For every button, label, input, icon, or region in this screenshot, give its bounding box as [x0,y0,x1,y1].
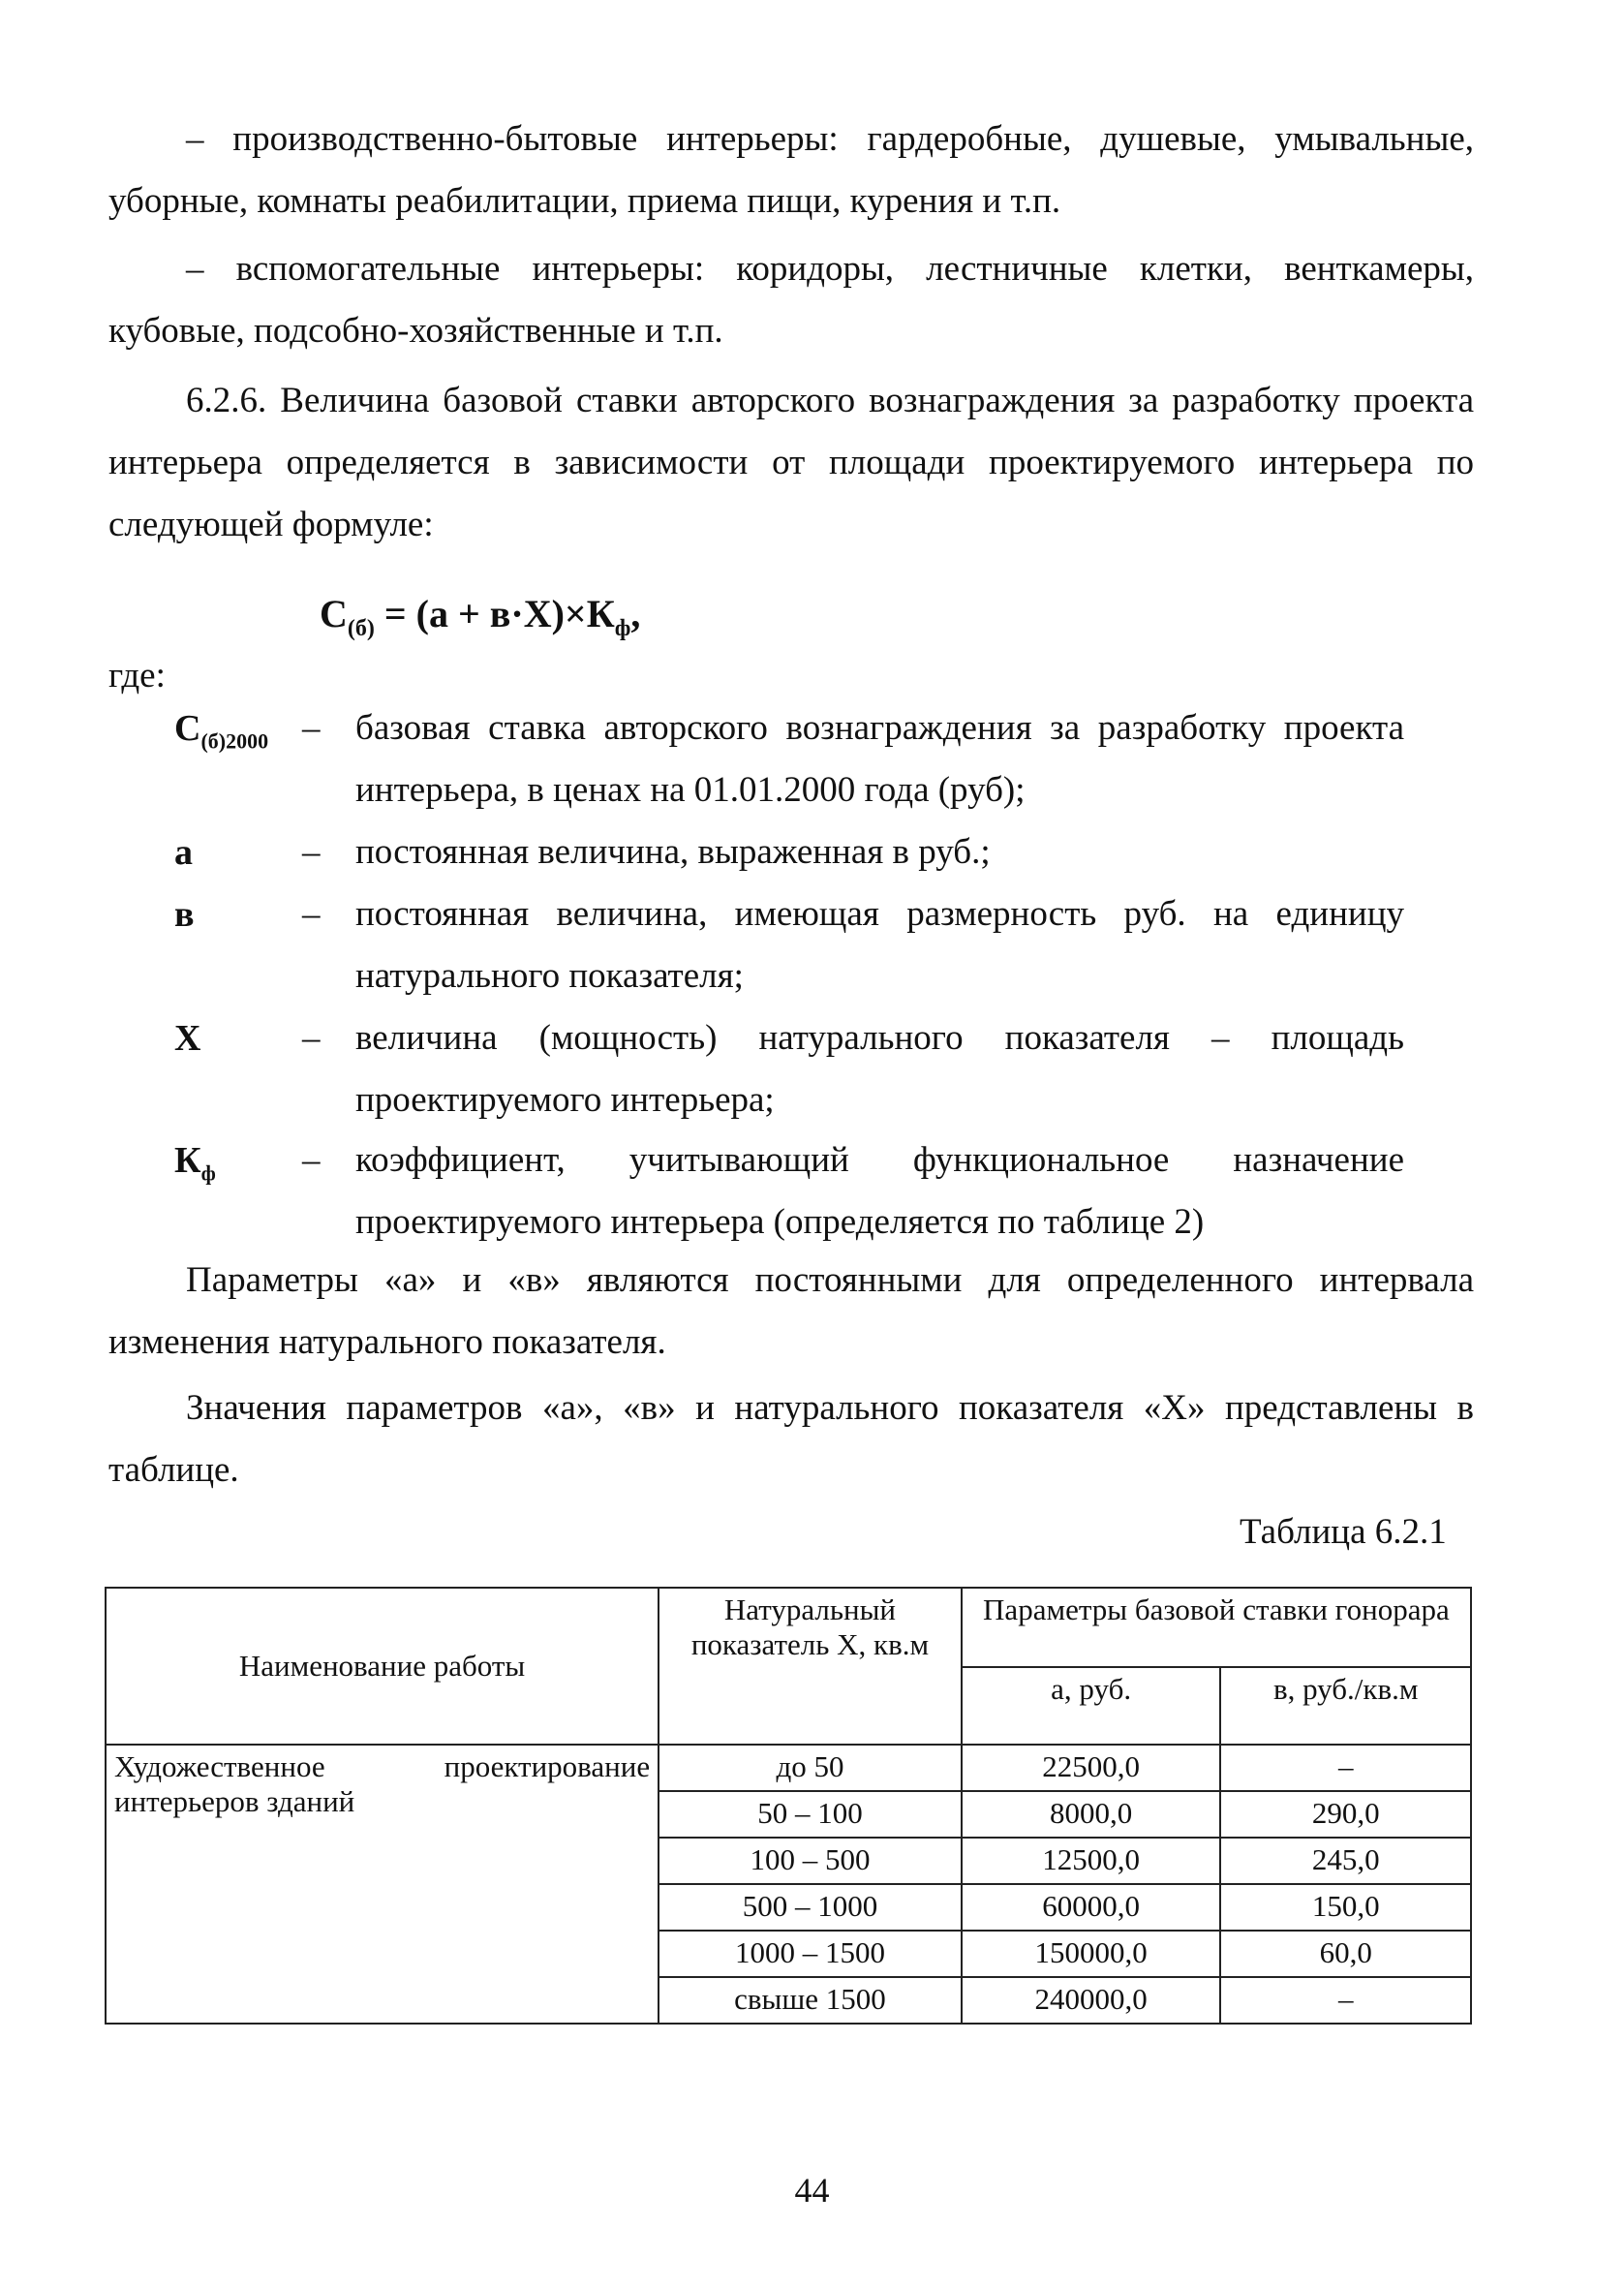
header-b: в, руб./кв.м [1220,1667,1471,1745]
cell-b: 290,0 [1220,1791,1471,1838]
definition-symbol: а [174,832,193,873]
table-row [106,1745,1471,1791]
formula-body: = (а + в·Х)×К [374,592,615,635]
definition-a [108,821,1445,883]
table-caption: Таблица 6.2.1 [1240,1512,1447,1552]
definition-text: постоянная величина, имеющая размерность руб. на единицу натурального показателя; [355,894,1404,996]
formula-k-sub: ф [614,616,631,641]
cell-indicator: 100 – 500 [659,1838,962,1884]
formula-c-sub: (б) [347,616,375,641]
cell-indicator: свыше 1500 [659,1977,962,2024]
cell-a: 12500,0 [962,1838,1221,1884]
definition-symbol: $C_{(б)2000}$ [174,708,269,754]
header-params: Параметры базовой ставки гонорара [962,1588,1471,1667]
definition-dash: – [302,832,321,872]
definition-text: постоянная величина, выраженная в руб.; [355,832,991,872]
definition-b [108,883,1445,1009]
definition-symbol: Х [174,1018,201,1059]
cell-b: – [1220,1977,1471,2024]
paragraph-industrial-interiors: – производственно-бытовые интерьеры: гардеробные, душевые, умывальные, уборные, комнаты реабилитации, приема пищи, курения и т.п. [108,119,1474,221]
paragraph-6-2-6: 6.2.6. Величина базовой ставки авторского вознаграждения за разработку проекта интерьера определяется в зависимости от площади проектируемого интерьера по следующей формуле: [108,381,1474,544]
definition-text: базовая ставка авторского вознаграждения за разработку проекта интерьера, в ценах на 01.01.2000 года (руб); [355,708,1404,810]
definition-symbol: в [174,894,195,935]
formula-c: C [320,592,348,635]
cell-a: 8000,0 [962,1791,1221,1838]
cell-b: – [1220,1745,1471,1791]
cell-a: 60000,0 [962,1884,1221,1931]
definition-c [108,697,1445,823]
definition-symbol: $К_ф$ [174,1140,216,1186]
definition-dash: – [302,1140,321,1180]
cell-a: 22500,0 [962,1745,1221,1791]
where-label: где: [108,656,166,696]
cell-a: 240000,0 [962,1977,1221,2024]
definition-text: коэффициент, учитывающий функциональное назначение проектируемого интерьера (определяется по таблице 2) [355,1140,1404,1242]
definition-dash: – [302,708,321,748]
page-number: 44 [794,2171,830,2210]
cell-b: 245,0 [1220,1838,1471,1884]
cell-b: 60,0 [1220,1931,1471,1977]
definition-k [108,1129,1445,1255]
rates-table [105,1587,1472,2025]
work-name-cell: Художественное проектирование интерьеров зданий [106,1745,659,2024]
cell-indicator: 50 – 100 [659,1791,962,1838]
base-rate-formula [320,591,640,642]
definition-dash: – [302,1018,321,1058]
cell-indicator: до 50 [659,1745,962,1791]
formula-tail: , [630,592,641,635]
cell-indicator: 1000 – 1500 [659,1931,962,1977]
paragraph-auxiliary-interiors: – вспомогательные интерьеры: коридоры, лестничные клетки, венткамеры, кубовые, подсобно-хозяйственные и т.п. [108,249,1474,351]
header-work-name: Наименование работы [106,1588,659,1745]
definition-x [108,1007,1445,1133]
definition-dash: – [302,894,321,934]
definition-text: величина (мощность) натурального показателя – площадь проектируемого интерьера; [355,1018,1404,1120]
cell-a: 150000,0 [962,1931,1221,1977]
paragraph-params-table: Значения параметров «а», «в» и натурального показателя «Х» представлены в таблице. [108,1388,1474,1490]
cell-indicator: 500 – 1000 [659,1884,962,1931]
paragraph-params-constant: Параметры «а» и «в» являются постоянными для определенного интервала изменения натурального показателя. [108,1260,1474,1362]
cell-b: 150,0 [1220,1884,1471,1931]
header-indicator: Натуральный показатель Х, кв.м [659,1588,962,1745]
header-a: а, руб. [962,1667,1221,1745]
